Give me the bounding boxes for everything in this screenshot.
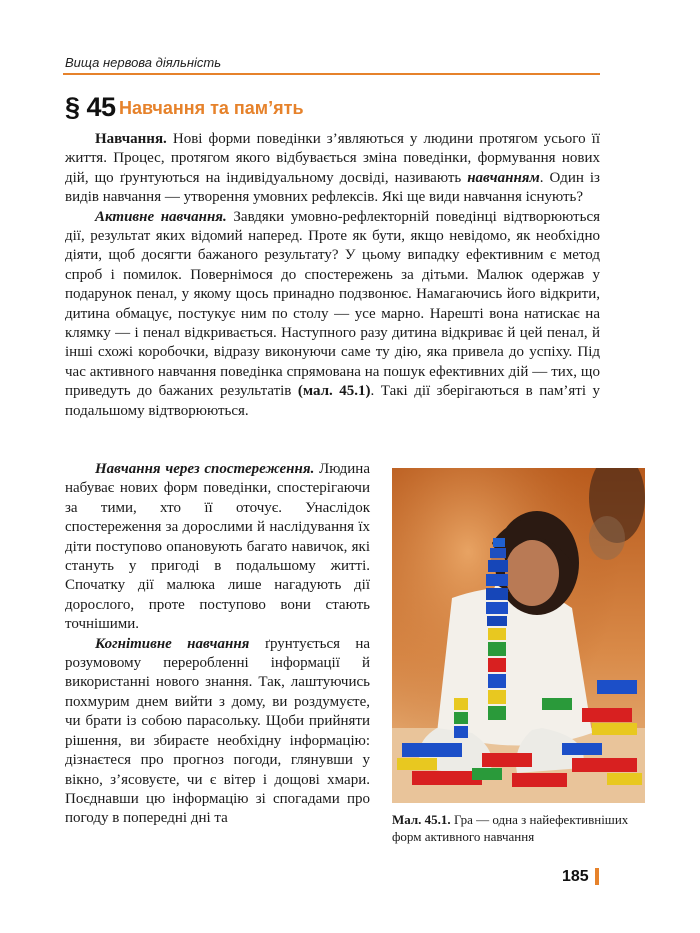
paragraph-lead: Навчання через спостереження.	[95, 461, 315, 477]
figure-reference: (мал. 45.1)	[297, 383, 371, 400]
term-learning: навчанням	[467, 169, 540, 186]
paragraph-lead: Когнітивне навчання	[95, 635, 250, 652]
section-number: § 45	[65, 92, 116, 122]
text-column-full	[65, 130, 600, 421]
photo-illustration	[392, 468, 645, 803]
figure-child-building-blocks	[392, 468, 645, 803]
caption-text: Гра — одна з найефективніших форм активного навчання	[392, 812, 629, 844]
caption-label: Мал. 45.1.	[392, 812, 451, 827]
paragraph-lead: Активне навчання.	[95, 208, 227, 225]
paragraph-tail: . Такі дії зберігаються в пам’яті у подальшому відтворюються.	[65, 383, 600, 419]
paragraph-text: Завдяки умовно-рефлекторній поведінці відтворюються дії, результат яких відомий наперед. Проте як бути, якщо невідомо, як необхідно діяти, щоб досягти бажаного результату? У цьому випадку ефективним є метод спроб і помилок. Повернімося до спостережень за дітьми. Малюк одержав у подарунок пенал, у якому щось принадно подзвонює. Намагаючись його відкрити, дитина обмацує, постукує ним по столу — усе марно. Нарешті вона натискає на клямку — і пенал відкривається. Наступного разу дитина відкриває й цей пенал, й інші схожі коробочки, відразу виконуючи саме ту дію, яка привела до успіху. Під час активного навчання поведінка спрямована на пошук ефективних дій — тих, що приведуть до бажаних результатів	[65, 208, 600, 400]
paragraph-tail: . Один із видів навчання — утворення умовних рефлексів. Які ще види навчання існують?	[65, 169, 600, 206]
running-header: Вища нервова діяльність	[65, 55, 222, 70]
figure-caption	[392, 811, 645, 845]
paragraph-text: Нові форми поведінки з’являються у людини протягом усього її життя. Процес, протягом якого відбувається зміна поведінки, формування нових дій, що ґрунтуються на індивідуальному досвіді, називають	[65, 131, 600, 186]
paragraph-active-learning	[65, 208, 600, 421]
paragraph-observational-learning	[65, 460, 370, 635]
header-divider	[63, 73, 600, 75]
text-column-narrow	[65, 460, 370, 829]
paragraph-text: ґрунтується на розумовому переробленні інформації й використанні нового знання. Так, лаштуючись похмурим днем вийти з дому, ви роздумуєте, чи брати із собою парасольку. Щоби прийняти рішення, ви збираєте необхідну інформацію: дізнаєтеся про прогноз погоди, глянувши у вікно, з’ясовуєте, чи є вітер і дощові хмари. Поєднавши цю інформацію зі спогадами про погоду в попередні дні та	[65, 635, 370, 827]
paragraph-cognitive-learning	[65, 635, 370, 829]
paragraph-learning	[65, 130, 600, 208]
page-number: 185	[562, 868, 589, 885]
paragraph-text: Людина набуває нових форм поведінки, спостерігаючи за тими, хто її оточує. Унаслідок спостереження за дорослими й наслідування їх діти поступово опановують багато навичок, які стануть у пригоді в подальшому житті. Спочатку дії малюка лише нагадують дії дорослого, проте поступово вони стають точнішими.	[65, 461, 370, 633]
page-number-marker	[595, 868, 599, 885]
paragraph-lead: Навчання.	[95, 131, 167, 147]
section-title: Навчання та пам’ять	[119, 98, 304, 118]
